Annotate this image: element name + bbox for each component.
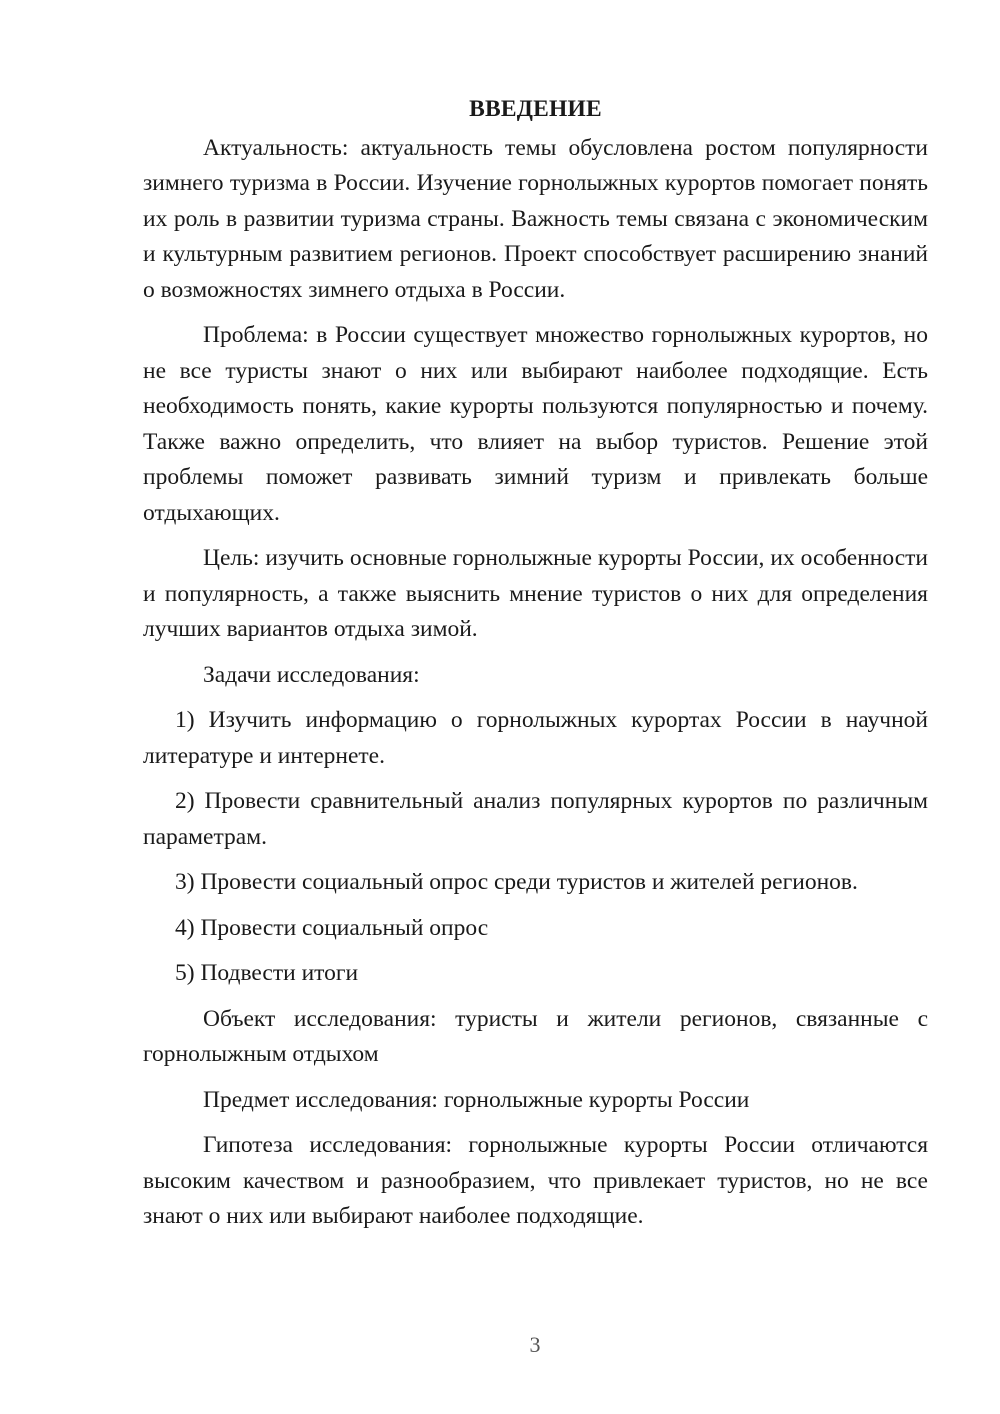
list-item: 3) Провести социальный опрос среди туристов и жителей регионов.: [175, 869, 858, 895]
list-item: 1) Изучить информацию о горнолыжных курортах России в научной литературе и интернете.: [143, 707, 928, 769]
list-item: 4) Провести социальный опрос: [175, 914, 489, 941]
paragraph-problem: Проблема: в России существует множество горнолыжных курортов, но не все туристы знают о них или выбирают наиболее подходящие. Есть необходимость понять, какие курорты пользуются популярностью и почему. Также важно определить, что влияет на выбор туристов. Решение этой проблемы поможет развивать зимний туризм и привлекать больше отдыхающих.: [143, 322, 928, 526]
tasks-title: Задачи исследования:: [203, 661, 420, 688]
paragraph-goal: Цель: изучить основные горнолыжные курорты России, их особенности и популярность, а также выяснить мнение туристов о них для определения лучших вариантов отдыха зимой.: [143, 545, 928, 642]
list-item: 5) Подвести итоги: [175, 960, 359, 986]
tasks-list: [143, 703, 928, 992]
list-item: 2) Провести сравнительный анализ популярных курортов по различным параметрам.: [143, 788, 928, 850]
page-content: [143, 92, 928, 1245]
page-title: ВВЕДЕНИЕ: [469, 96, 602, 122]
paragraph-subject: Предмет исследования: горнолыжные курорты России: [203, 1086, 750, 1113]
paragraph-object: Объект исследования: туристы и жители регионов, связанные с горнолыжным отдыхом: [143, 1005, 928, 1067]
page-number: 3: [529, 1332, 541, 1357]
paragraph-hypothesis: Гипотеза исследования: горнолыжные курорты России отличаются высоким качеством и разнообразием, что привлекает туристов, но не все знают о них или выбирают наиболее подходящие.: [143, 1132, 928, 1229]
paragraph-relevance: Актуальность: актуальность темы обусловлена ростом популярности зимнего туризма в России. Изучение горнолыжных курортов помогает понять их роль в развитии туризма страны. Важность темы связана с экономическим и культурным развитием регионов. Проект способствует расширению знаний о возможностях зимнего отдыха в России.: [143, 134, 928, 303]
